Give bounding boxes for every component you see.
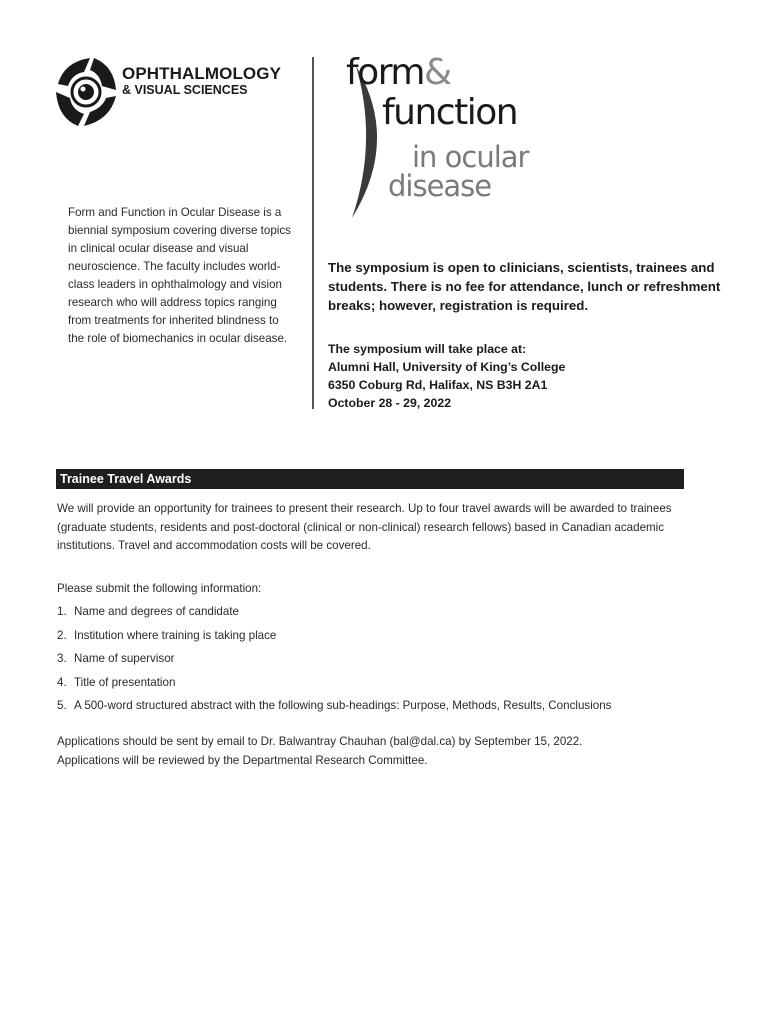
wordmark-function: function (382, 92, 518, 133)
venue-block (328, 340, 748, 412)
list-item: 4. Title of presentation (57, 675, 176, 689)
requirements-list (57, 603, 707, 721)
logo-title: OPHTHALMOLOGY (122, 64, 282, 83)
apply-line-review: Applications will be reviewed by the Departmental Research Committee. (57, 753, 428, 767)
list-item: 1. Name and degrees of candidate (57, 605, 240, 618)
symposium-wordmark (330, 52, 570, 222)
venue-dates: October 28 - 29, 2022 (328, 396, 452, 410)
venue-hall: Alumni Hall, University of King’s College (328, 360, 566, 374)
list-item: 2. Institution where training is taking place (57, 628, 277, 642)
apply-line-email: Applications should be sent by email to Dr. Balwantray Chauhan (bal@dal.ca) by September 15, 2022. (57, 735, 583, 748)
vertical-divider (312, 57, 314, 409)
logo-subtitle: & VISUAL SCIENCES (122, 83, 248, 97)
list-item: 5. A 500-word structured abstract with the following sub-headings: Purpose, Methods, Results, Conclusions (57, 699, 612, 712)
venue-address: 6350 Coburg Rd, Halifax, NS B3H 2A1 (328, 378, 548, 392)
section-heading-travel-awards: Trainee Travel Awards (56, 469, 684, 489)
wordmark-disease: disease (388, 169, 492, 203)
wordmark-in-ocular: in ocular (412, 140, 529, 174)
application-instructions (57, 733, 697, 770)
attendance-notice: The symposium is open to clinicians, scientists, trainees and students. There is no fee for attendance, lunch or refreshment breaks; however, registration is required. (328, 260, 721, 313)
eye-aperture-icon (54, 54, 118, 134)
symposium-intro: Form and Function in Ocular Disease is a biennial symposium covering diverse topics in clinical ocular disease and visual neuroscience. The faculty includes world-class leaders in ophthalmology and vision research who will address topics ranging from treatments for inherited blindness to the role of biomechanics in ocular disease. (68, 206, 291, 345)
submit-intro: Please submit the following information: (57, 582, 262, 595)
department-logo (54, 54, 314, 134)
venue-heading: The symposium will take place at: (328, 342, 527, 356)
wordmark-form: form& (346, 52, 451, 93)
awards-description: We will provide an opportunity for trainees to present their research. Up to four travel awards will be awarded to trainees (graduate students, residents and post-doctoral (clinical or non-clinical) research fellows) based in Canadian academic institutions. Travel and accommodation costs will be covered. (57, 502, 672, 552)
list-item: 3. Name of supervisor (57, 652, 175, 665)
